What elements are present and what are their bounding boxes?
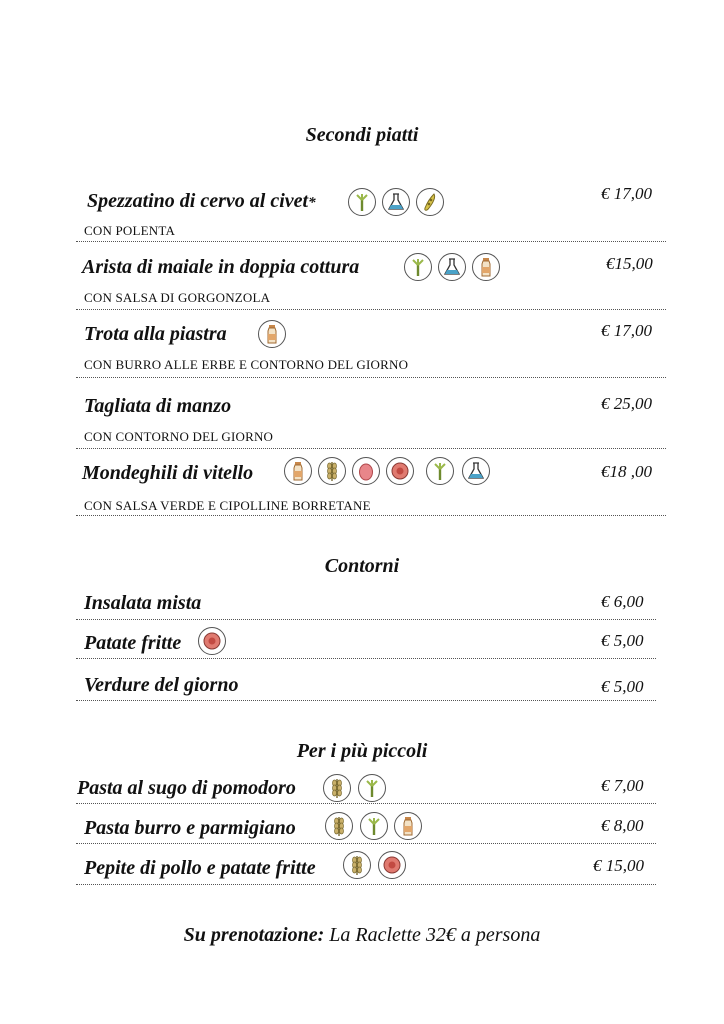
dish-name-trota: Trota alla piastra [84, 323, 227, 345]
price-insalata: € 6,00 [601, 592, 644, 611]
reservation-note [0, 924, 724, 947]
divider [76, 843, 656, 844]
divider [76, 884, 656, 885]
dish-desc-arista: CON SALSA DI GORGONZOLA [84, 290, 271, 305]
dish-desc-mondeghili: CON SALSA VERDE E CIPOLLINE BORRETANE [84, 498, 371, 513]
wheat-icon [318, 457, 346, 485]
asterisk-mark: * [308, 195, 316, 211]
price-patate: € 5,00 [601, 631, 644, 650]
dish-name-tagliata: Tagliata di manzo [84, 395, 232, 417]
dish-desc-tagliata: CON CONTORNO DEL GIORNO [84, 429, 274, 444]
dish-name-spezzatino: Spezzatino di cervo al civet* [87, 190, 316, 212]
sulfites-flask-icon [382, 188, 410, 216]
wheat-icon [323, 774, 351, 802]
dish-desc-trota: CON BURRO ALLE ERBE E CONTORNO DEL GIORNO [84, 357, 409, 372]
celery-icon [348, 188, 376, 216]
dish-name-verdure: Verdure del giorno [84, 674, 239, 696]
price-tagliata: € 25,00 [601, 394, 652, 413]
price-spezzatino: € 17,00 [601, 184, 652, 203]
dish-name-arista: Arista di maiale in doppia cottura [82, 256, 360, 278]
dish-name-pasta-sugo: Pasta al sugo di pomodoro [77, 777, 296, 799]
celery-icon [404, 253, 432, 281]
divider [76, 658, 656, 659]
price-pasta-sugo: € 7,00 [601, 776, 644, 795]
soy-icon [378, 851, 406, 879]
divider [76, 619, 656, 620]
dish-name-pepite: Pepite di pollo e patate fritte [84, 857, 316, 879]
soy-icon [198, 627, 226, 655]
divider [76, 448, 666, 449]
milk-bottle-icon [472, 253, 500, 281]
section-title-piccoli: Per i più piccoli [296, 740, 428, 762]
divider [76, 700, 656, 701]
celery-icon [358, 774, 386, 802]
wheat-icon [325, 812, 353, 840]
price-trota: € 17,00 [601, 321, 652, 340]
section-title-secondi: Secondi piatti [305, 124, 419, 146]
divider [76, 241, 666, 242]
divider [76, 803, 656, 804]
divider [76, 377, 666, 378]
dish-desc-spezzatino: CON POLENTA [84, 223, 176, 238]
celery-icon [360, 812, 388, 840]
price-pepite: € 15,00 [593, 856, 644, 875]
milk-bottle-icon [284, 457, 312, 485]
reservation-label: Su prenotazione: [183, 924, 325, 946]
dish-name-patate: Patate fritte [84, 632, 182, 654]
soy-icon [386, 457, 414, 485]
reservation-text: La Raclette 32€ a persona [324, 924, 541, 946]
price-arista: €15,00 [606, 254, 653, 273]
sulfites-flask-icon [462, 457, 490, 485]
price-mondeghili: €18 ,00 [601, 462, 652, 481]
celery-icon [426, 457, 454, 485]
milk-bottle-icon [394, 812, 422, 840]
divider [76, 309, 666, 310]
wheat-icon [343, 851, 371, 879]
section-title-contorni: Contorni [324, 555, 400, 577]
egg-icon [352, 457, 380, 485]
price-verdure: € 5,00 [601, 677, 644, 696]
milk-bottle-icon [258, 320, 286, 348]
divider [76, 515, 666, 516]
mustard-icon [416, 188, 444, 216]
dish-name-mondeghili: Mondeghili di vitello [82, 462, 254, 484]
dish-name-insalata: Insalata mista [84, 592, 202, 614]
dish-name-pasta-burro: Pasta burro e parmigiano [84, 817, 296, 839]
sulfites-flask-icon [438, 253, 466, 281]
price-pasta-burro: € 8,00 [601, 816, 644, 835]
